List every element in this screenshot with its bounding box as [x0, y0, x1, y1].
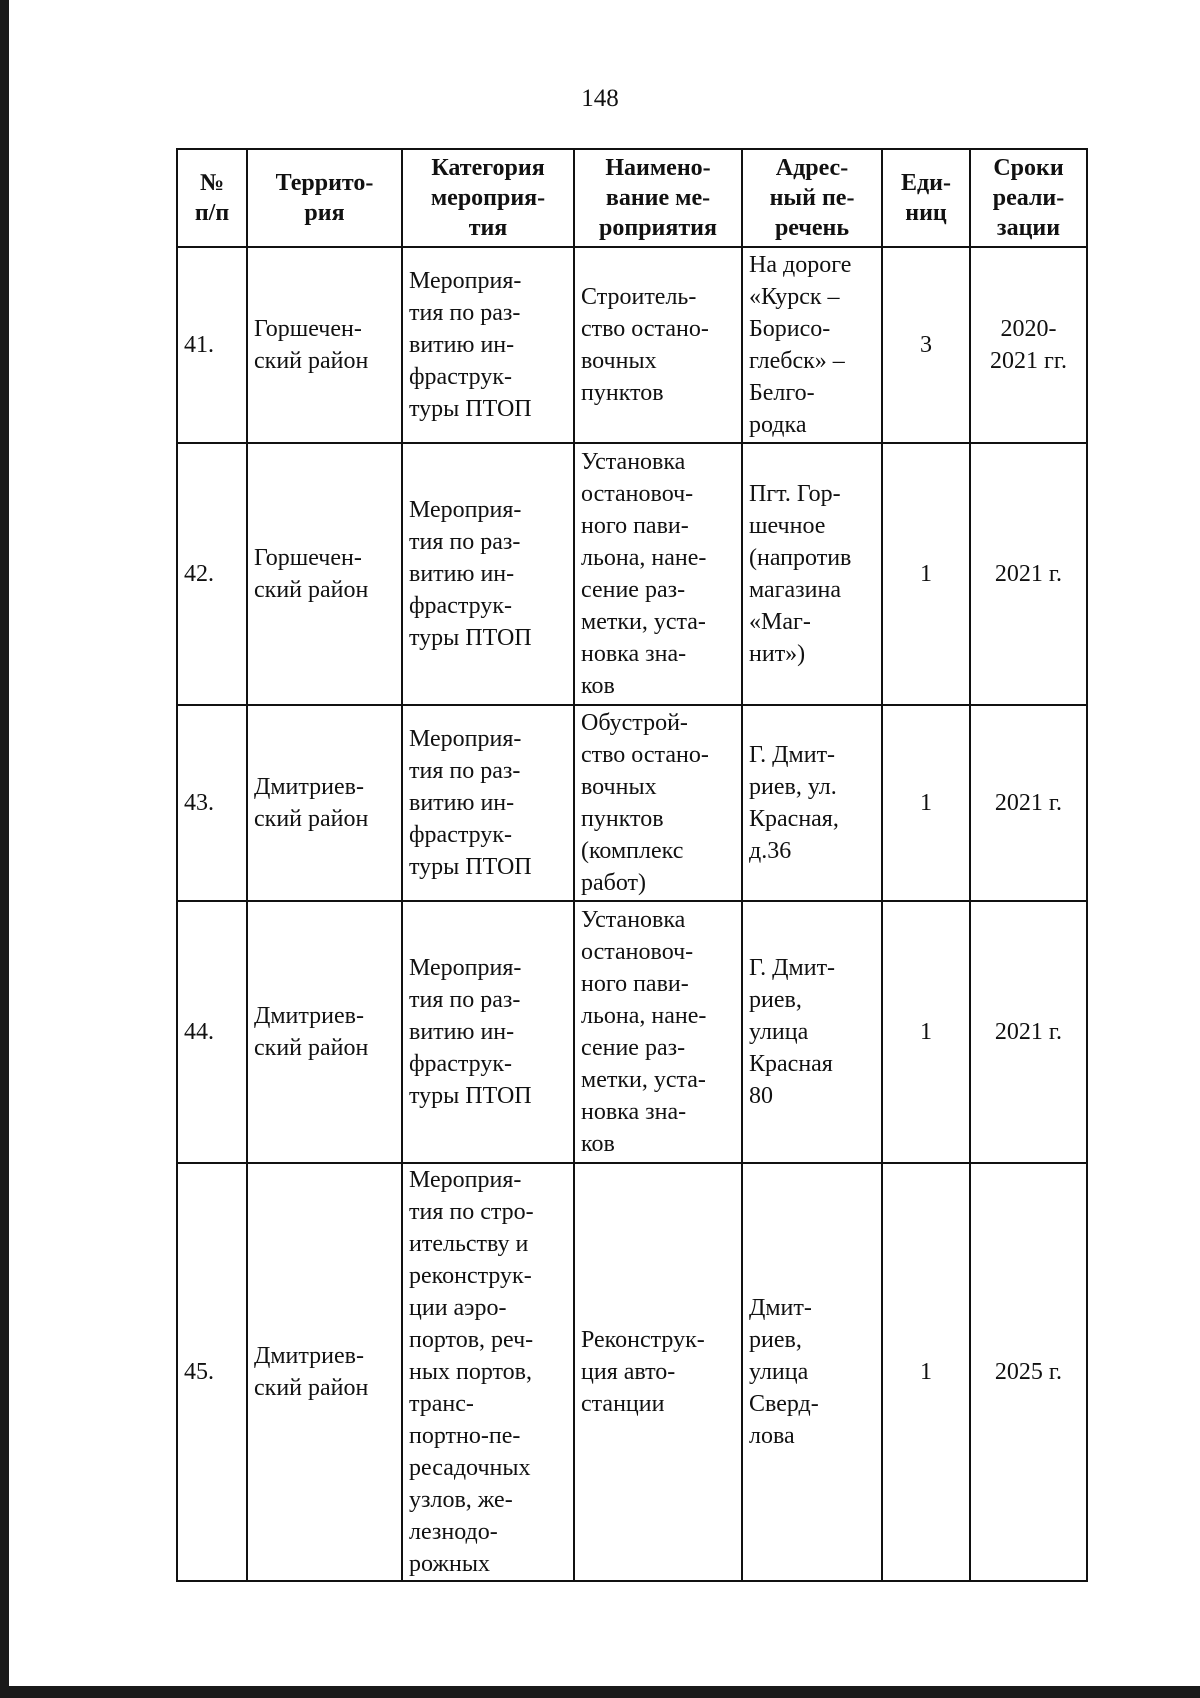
scan-edge-bottom: [0, 1686, 1200, 1698]
cell-number: 42.: [177, 443, 247, 705]
cell-term: 2021 г.: [970, 901, 1087, 1163]
cell-number: 44.: [177, 901, 247, 1163]
page-number: 148: [581, 85, 619, 112]
header-units: Еди- ниц: [882, 149, 970, 247]
cell-name: Обустрой- ство остано- вочных пунктов (комплекс работ): [574, 705, 742, 901]
cell-address: Пгт. Гор- шечное (напротив магазина «Маг- нит»): [742, 443, 882, 705]
cell-category: Мероприя- тия по раз- витию ин- фраструк- туры ПТОП: [402, 247, 574, 443]
cell-category: Мероприя- тия по раз- витию ин- фраструк- туры ПТОП: [402, 705, 574, 901]
cell-address: Дмит- риев, улица Сверд- лова: [742, 1163, 882, 1581]
table-row: [177, 247, 1087, 443]
cell-address: На дороге «Курск – Борисо- глебск» – Белго- родка: [742, 247, 882, 443]
cell-units: 1: [882, 901, 970, 1163]
header-category: Категория мероприя- тия: [402, 149, 574, 247]
cell-name: Установка остановоч- ного пави- льона, нане- сение раз- метки, уста- новка зна- ков: [574, 443, 742, 705]
cell-territory: Дмитриев- ский район: [247, 901, 402, 1163]
cell-units: 3: [882, 247, 970, 443]
cell-number: 41.: [177, 247, 247, 443]
header-territory: Террито- рия: [247, 149, 402, 247]
header-name: Наимено- вание ме- роприятия: [574, 149, 742, 247]
cell-territory: Горшечен- ский район: [247, 247, 402, 443]
cell-territory: Горшечен- ский район: [247, 443, 402, 705]
cell-category: Мероприя- тия по стро- ительству и реконструк- ции аэро- портов, реч- ных портов, транс- портно-пе- ресадочных узлов, же- лезнодо- рожных: [402, 1163, 574, 1581]
measures-table: [176, 148, 1088, 1582]
table-row: [177, 901, 1087, 1163]
header-term: Сроки реали- зации: [970, 149, 1087, 247]
cell-term: 2020- 2021 гг.: [970, 247, 1087, 443]
cell-address: Г. Дмит- риев, улица Красная 80: [742, 901, 882, 1163]
cell-category: Мероприя- тия по раз- витию ин- фраструк- туры ПТОП: [402, 443, 574, 705]
cell-territory: Дмитриев- ский район: [247, 705, 402, 901]
cell-number: 45.: [177, 1163, 247, 1581]
cell-term: 2025 г.: [970, 1163, 1087, 1581]
header-address: Адрес- ный пе- речень: [742, 149, 882, 247]
cell-name: Установка остановоч- ного пави- льона, нане- сение раз- метки, уста- новка зна- ков: [574, 901, 742, 1163]
cell-term: 2021 г.: [970, 443, 1087, 705]
cell-term: 2021 г.: [970, 705, 1087, 901]
table-row: [177, 443, 1087, 705]
cell-category: Мероприя- тия по раз- витию ин- фраструк- туры ПТОП: [402, 901, 574, 1163]
scan-edge-left: [0, 0, 9, 1698]
cell-territory: Дмитриев- ский район: [247, 1163, 402, 1581]
table-row: [177, 705, 1087, 901]
header-number: № п/п: [177, 149, 247, 247]
table-row: [177, 1163, 1087, 1581]
cell-name: Строитель- ство остано- вочных пунктов: [574, 247, 742, 443]
cell-number: 43.: [177, 705, 247, 901]
cell-name: Реконструк- ция авто- станции: [574, 1163, 742, 1581]
cell-address: Г. Дмит- риев, ул. Красная, д.36: [742, 705, 882, 901]
table-header-row: [177, 149, 1087, 247]
cell-units: 1: [882, 1163, 970, 1581]
cell-units: 1: [882, 705, 970, 901]
cell-units: 1: [882, 443, 970, 705]
